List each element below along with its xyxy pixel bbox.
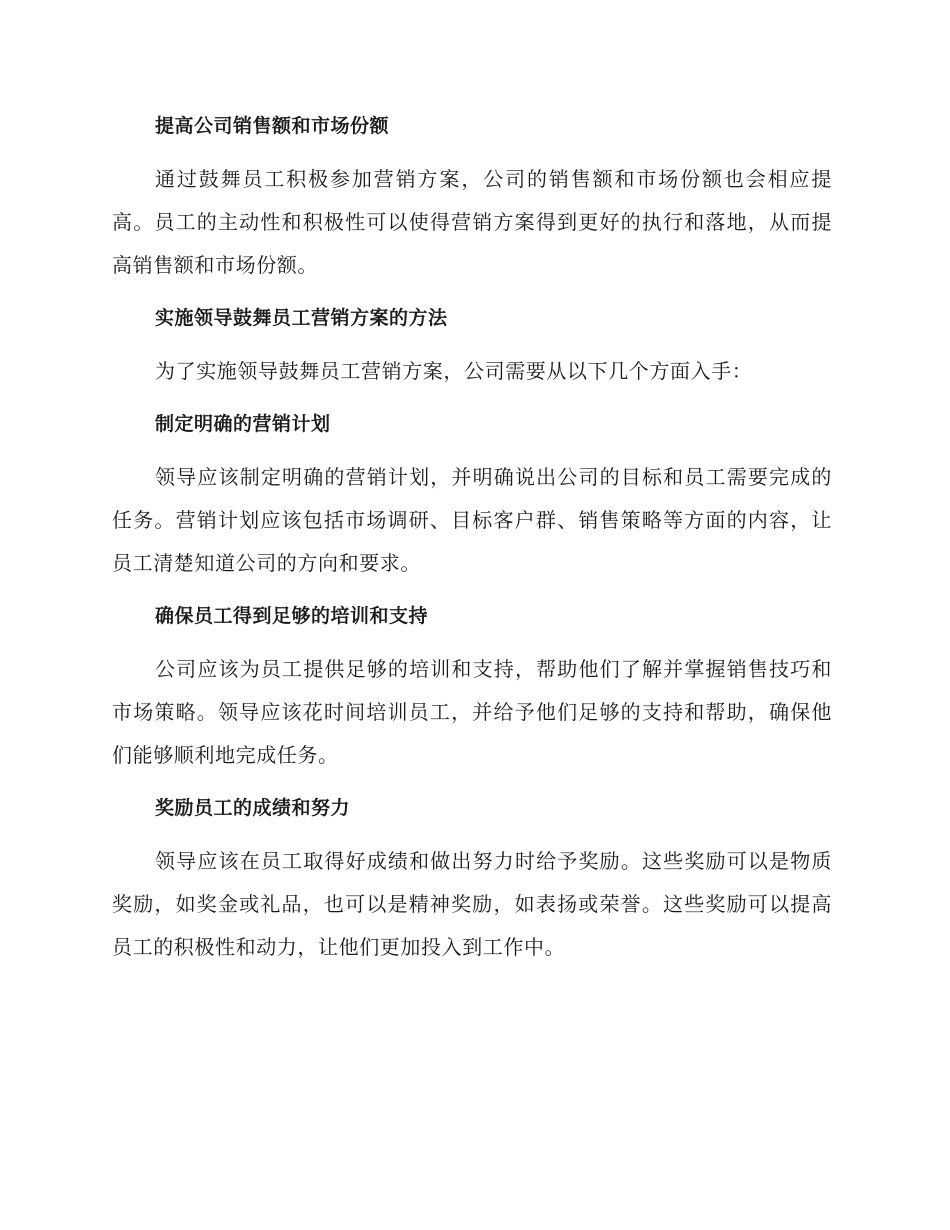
section-paragraph: 为了实施领导鼓舞员工营销方案，公司需要从以下几个方面入手：	[155, 359, 753, 383]
section-paragraph: 领导应该在员工取得好成绩和做出努力时给予奖励。这些奖励可以是物质奖励，如奖金或礼品，也可以是精神奖励，如表扬或荣誉。这些奖励可以提高员工的积极性和动力，让他们更加投入到工作中。	[112, 849, 832, 959]
section-heading: 奖励员工的成绩和努力	[155, 797, 351, 819]
section-heading: 确保员工得到足够的培训和支持	[155, 605, 429, 627]
section-paragraph: 公司应该为员工提供足够的培训和支持，帮助他们了解并掌握销售技巧和市场策略。领导应该花时间培训员工，并给予他们足够的支持和帮助，确保他们能够顺利地完成任务。	[112, 657, 832, 767]
section-paragraph: 领导应该制定明确的营销计划，并明确说出公司的目标和员工需要完成的任务。营销计划应该包括市场调研、目标客户群、销售策略等方面的内容，让员工清楚知道公司的方向和要求。	[112, 465, 832, 575]
section-heading: 提高公司销售额和市场份额	[155, 115, 390, 137]
section-paragraph: 通过鼓舞员工积极参加营销方案，公司的销售额和市场份额也会相应提高。员工的主动性和积极性可以使得营销方案得到更好的执行和落地，从而提高销售额和市场份额。	[112, 167, 832, 277]
document-page	[112, 105, 832, 979]
section-heading: 制定明确的营销计划	[155, 413, 331, 435]
section-heading: 实施领导鼓舞员工营销方案的方法	[155, 307, 448, 329]
